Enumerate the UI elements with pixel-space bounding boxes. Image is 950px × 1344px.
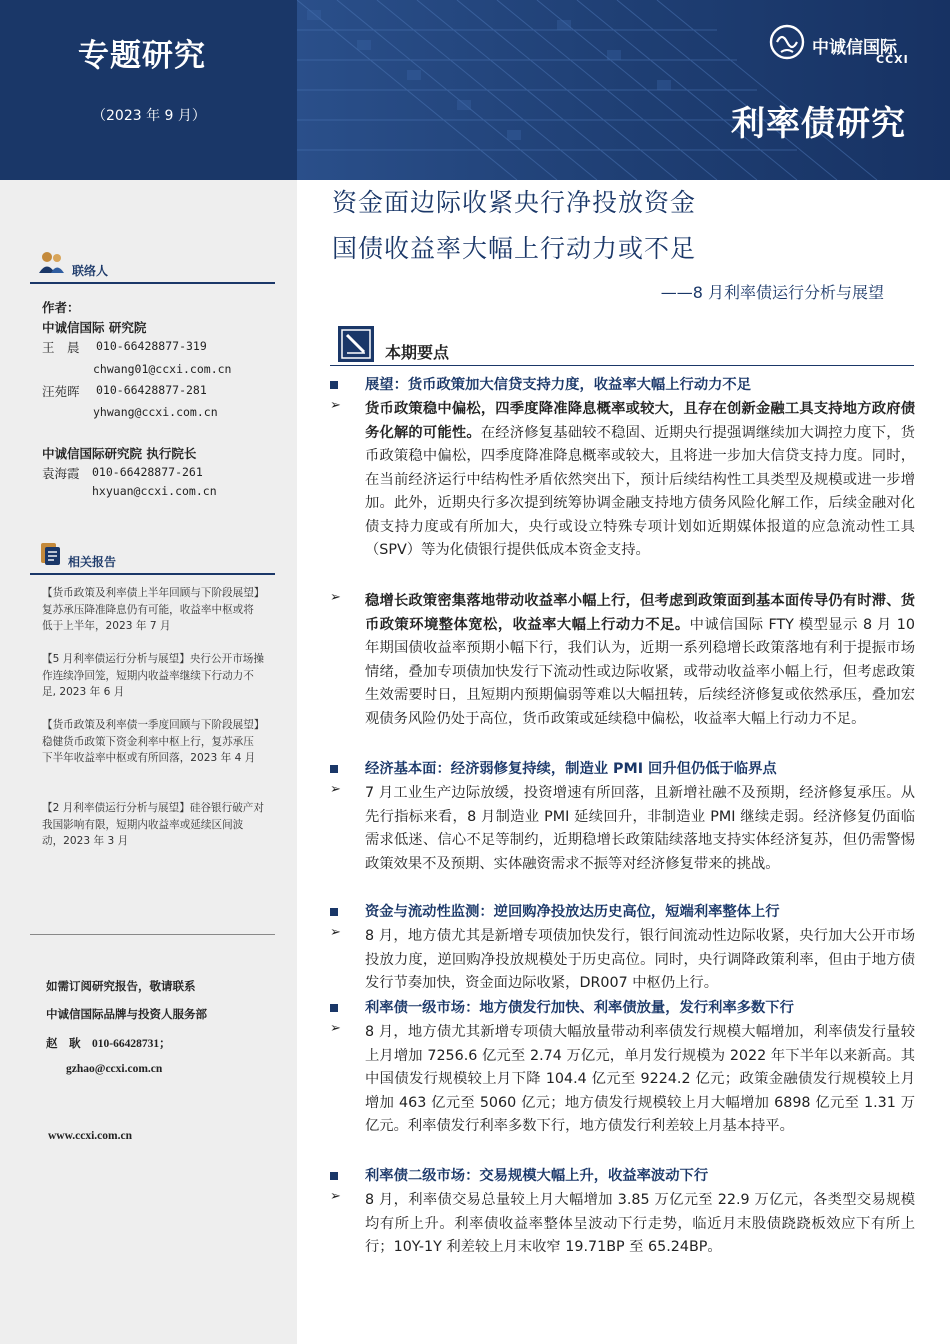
arrow-bullet-icon: ➢ — [330, 925, 341, 940]
paragraph-text — [365, 590, 915, 731]
heading-liquidity — [330, 901, 916, 925]
paragraph-text — [365, 398, 915, 563]
section-title: 本期要点 — [385, 343, 450, 362]
square-bullet-icon — [330, 1172, 338, 1180]
subtitle: ——8 月利率债运行分析与展望 — [660, 283, 884, 302]
heading-text: 利率债二级市场：交易规模大幅上升，收益率波动下行 — [365, 1168, 709, 1184]
report-header — [0, 0, 950, 180]
author1-name: 王 晨 — [42, 340, 80, 355]
heading-outlook — [330, 374, 916, 398]
paragraph-lead: 稳增长政策密集落地带动收益率小幅上行，但考虑到政策面到基本面传导仍有时滞、货币政策环境整体宽松，收益率大幅上行动力不足。 — [365, 593, 915, 633]
related-report-4[interactable]: 【2 月利率债运行分析与展望】硅谷银行破产对我国影响有限，短期内收益率或延续区间波动，2023 年 3 月 — [42, 802, 264, 847]
related-reports-icon — [38, 541, 64, 567]
paragraph-text: 8 月，地方债尤其新增专项债大幅放量带动利率债发行规模大幅增加，利率债发行量较上月增加 7256.6 亿元至 2.74 万亿元，单月发行规模为 2022 年下半年以来新高。其中国债发行规模较上月下降 104.4 亿元至 9224.2 亿元；政策金融债发行规模较上月增加 463 亿元至 5060 亿元；地方债发行规模较上月大幅增加 6898 亿元至 1.31 万亿元。利率债发行利率多数下行，地方债发行利差较上月基本持平。 — [365, 1024, 915, 1134]
series-title: 利率债研究 — [731, 104, 906, 144]
paragraph-text: 8 月，地方债尤其是新增专项债加快发行，银行间流动性边际收紧，央行加大公开市场投放力度，逆回购净投放规模处于历史高位。同时，央行调降政策利率，但由于地方债发行节奏加快，资金面边际收紧，DR007 中枢仍上行。 — [365, 928, 915, 991]
heading-text: 资金与流动性监测：逆回购净投放达历史高位，短端利率整体上行 — [365, 904, 780, 920]
section-rule — [330, 365, 914, 366]
exec-name: 袁海霞 — [42, 466, 80, 481]
square-bullet-icon — [330, 908, 338, 916]
main-title-line1: 资金面边际收紧央行净投放资金 — [332, 188, 697, 217]
heading-economy — [330, 758, 916, 782]
authors-label: 作者： — [42, 300, 80, 315]
report-date: （2023 年 9 月） — [92, 108, 206, 124]
exec-email[interactable]: hxyuan@ccxi.com.cn — [92, 484, 217, 498]
contacts-rule — [30, 282, 275, 284]
arrow-bullet-icon: ➢ — [330, 1021, 341, 1036]
logo-sub: CCXI — [876, 53, 909, 66]
paragraph-4 — [330, 925, 916, 997]
square-bullet-icon — [330, 1004, 338, 1012]
report-type: 专题研究 — [78, 38, 206, 74]
related-report-2[interactable]: 【5 月利率债运行分析与展望】央行公开市场操作连续净回笼，短期内收益率继续下行动力不足, 2023 年 6 月 — [42, 653, 264, 698]
heading-text: 展望：货币政策加大信贷支持力度，收益率大幅上行动力不足 — [365, 377, 752, 393]
contact-rule — [30, 934, 275, 935]
author2-phone: 010-66428877-281 — [96, 383, 207, 397]
paragraph-1 — [330, 398, 916, 590]
section-pen-icon — [338, 326, 374, 362]
paragraph-lead: 货币政策稳中偏松，四季度降准降息概率或较大，且存在创新金融工具支持地方政府债务化解的可能性。 — [365, 401, 915, 441]
square-bullet-icon — [330, 765, 338, 773]
arrow-bullet-icon: ➢ — [330, 782, 341, 797]
heading-secondary-market — [330, 1165, 916, 1189]
paragraph-text: 8 月，利率债交易总量较上月大幅增加 3.85 万亿元至 22.9 万亿元，各类型交易规模均有所上升。利率债收益率整体呈波动下行走势，临近月末股债跷跷板效应下有所上行；10Y-1Y 利差较上月末收窄 19.71BP 至 65.24BP。 — [365, 1192, 915, 1255]
paragraph-6 — [330, 1189, 916, 1261]
arrow-bullet-icon: ➢ — [330, 590, 341, 605]
author2-name: 汪苑晖 — [42, 384, 80, 399]
paragraph-text: 7 月工业生产边际放缓，投资增速有所回落，且新增社融不及预期，经济修复承压。从先行指标来看，8 月制造业 PMI 延续回升，非制造业 PMI 继续走弱。经济修复仍面临需求低迷、信心不足等制约，近期稳增长政策陆续落地支持实体经济复苏，但仍需警惕政策效果不及预期、实体融资需求不振等对经济修复带来的挑战。 — [365, 785, 915, 872]
arrow-bullet-icon: ➢ — [330, 398, 341, 413]
exec-title: 中诚信国际研究院 执行院长 — [42, 446, 197, 461]
heading-primary-market — [330, 997, 916, 1021]
related-title: 相关报告 — [68, 555, 117, 569]
author1-email[interactable]: chwang01@ccxi.com.cn — [93, 362, 232, 376]
subscribe-note: 如需订阅研究报告，敬请联系 — [46, 981, 196, 993]
header-left-panel — [0, 0, 297, 180]
related-rule — [30, 573, 275, 575]
contacts-icon — [38, 250, 66, 274]
logo-text: 中诚信国际 — [812, 38, 897, 58]
exec-phone: 010-66428877-261 — [92, 465, 203, 479]
related-report-3[interactable]: 【货币政策及利率债一季度回顾与下阶段展望】稳健货币政策下资金利率中枢上行，复苏承压下半年收益率中枢或有所回落，2023 年 4 月 — [42, 719, 260, 764]
paragraph-5 — [330, 1021, 916, 1165]
contact-email[interactable]: gzhao@ccxi.com.cn — [66, 1063, 163, 1075]
paragraph-body: 在经济修复基础较不稳固、近期央行提强调继续加大调控力度下，货币政策稳中偏松，四季度降准降息概率或较大，且将进一步加大信贷支持力度。同时，在当前经济运行中结构性矛盾依然突出下，预计后续结构性工具类型及规模或进一步增加。此外，近期央行多次提到统筹协调金融支持地方债务风险化解工作，后续金融对化债支持力度或有所加大，央行或设立特殊专项计划如近期媒体报道的应急流动性工具（SPV）等为化债银行提供低成本资金支持。 — [365, 424, 915, 558]
contacts-title: 联络人 — [72, 264, 109, 278]
paragraph-body: 中诚信国际 FTY 模型显示 8 月 10 年期国债收益率预期小幅下行，我们认为，近期一系列稳增长政策落地有利于提振市场情绪，叠加专项债加快发行下流动性或边际收紧，或带动收益率小幅上行，但考虑政策生效需要时日，且短期内预期偏弱等难以大幅扭转，后续经济修复或依然承压，叠加宏观债务风险仍处于高位，货币政策或延续稳中偏松，收益率大幅上行动力不足。 — [365, 616, 916, 727]
main-title-line2: 国债收益率大幅上行动力或不足 — [332, 234, 697, 263]
related-report-1[interactable]: 【货币政策及利率债上半年回顾与下阶段展望】复苏承压降准降息仍有可能，收益率中枢或将低于上半年，2023 年 7 月 — [42, 587, 260, 632]
paragraph-2 — [330, 590, 916, 758]
heading-text: 利率债一级市场：地方债发行加快、利率债放量，发行利率多数下行 — [365, 1000, 794, 1016]
paragraph-3 — [330, 782, 916, 902]
arrow-bullet-icon: ➢ — [330, 1189, 341, 1204]
contact-person: 赵 耿 010-66428731； — [46, 1038, 171, 1050]
author-dept: 中诚信国际 研究院 — [42, 320, 147, 335]
author1-phone: 010-66428877-319 — [96, 339, 207, 353]
heading-text: 经济基本面：经济弱修复持续，制造业 PMI 回升但仍低于临界点 — [365, 761, 777, 777]
square-bullet-icon — [330, 381, 338, 389]
author2-email[interactable]: yhwang@ccxi.com.cn — [93, 405, 218, 419]
service-dept: 中诚信国际品牌与投资人服务部 — [46, 1009, 207, 1021]
website-link[interactable]: www.ccxi.com.cn — [48, 1130, 132, 1142]
